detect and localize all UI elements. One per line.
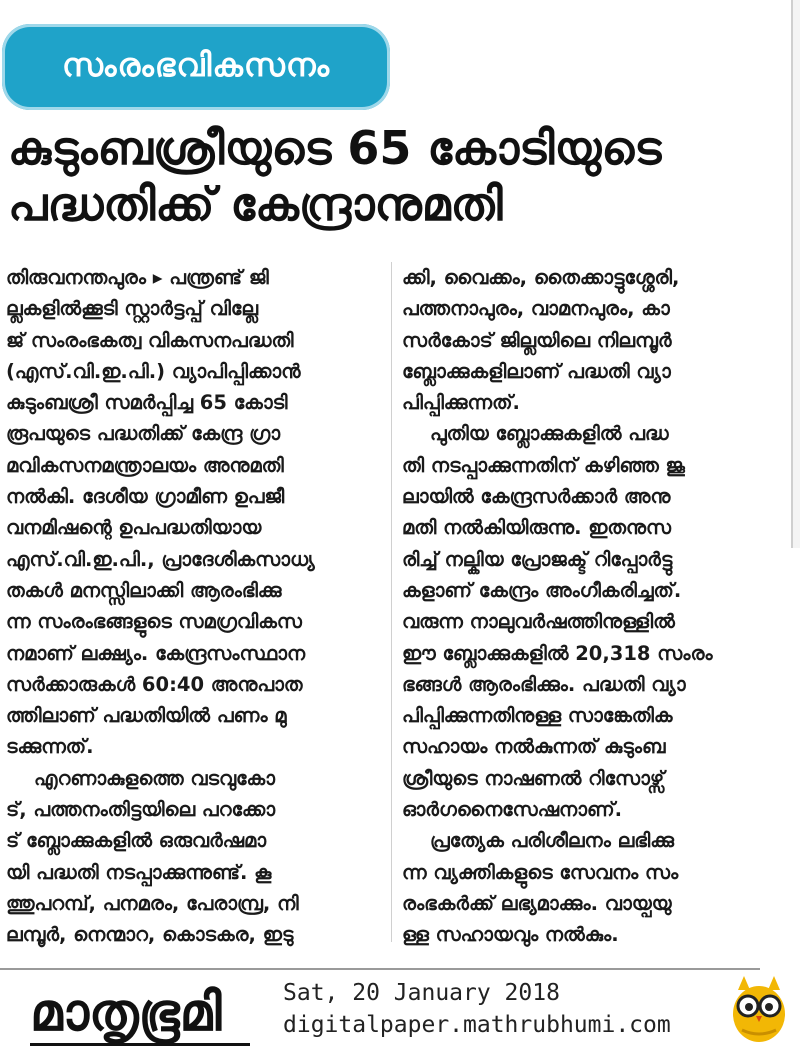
article-line: രൂപയുടെ പദ്ധതിക്ക് കേന്ദ്ര ഗ്രാ <box>6 422 281 446</box>
article-line: (എസ്.വി.ഇ.പി.) വ്യാപിപ്പിക്കാൻ <box>6 359 301 383</box>
article-line: യി പദ്ധതി നടപ്പാക്കുന്നുണ്ട്. കൂ <box>6 860 272 884</box>
article-line: തകൾ മനസ്സിലാക്കി ആരംഭിക്കു <box>6 578 282 602</box>
article-line: ന്ന സംരംഭങ്ങളുടെ സമഗ്രവികസ <box>6 610 302 634</box>
article-line: രിച്ച് നല്കിയ പ്രോജക്ട് റിപ്പോർട്ടു <box>402 547 673 571</box>
article-line: വരുന്ന നാലുവർഷത്തിനുള്ളിൽ <box>402 610 675 634</box>
article-line: പിപ്പിക്കുന്നതിനുള്ള സാങ്കേതിക <box>402 704 673 728</box>
article-line: ഈ ബ്ലോക്കുകളിൽ 20,318 സംരം <box>402 641 713 665</box>
headline <box>8 120 708 232</box>
masthead-underline <box>30 1043 250 1046</box>
article-line: പിപ്പിക്കുന്നത്. <box>402 391 520 415</box>
article-first-line <box>6 262 384 293</box>
article-line: ട് ബ്ലോക്കുകളിൽ ഒരുവർഷമാ <box>6 829 267 853</box>
article-line: ജ് സംരംഭകത്വ വികസനപദ്ധതി <box>6 328 294 352</box>
article-line: ടക്കുന്നത്. <box>6 735 94 759</box>
article-line: സർക്കാരുകൾ 60:40 അനുപാത <box>6 672 303 696</box>
article-line: പുതിയ ബ്ലോക്കുകളിൽ പദ്ധ <box>430 422 669 446</box>
article-line: എസ്.വി.ഇ.പി., പ്രാദേശികസാധ്യ <box>6 547 315 571</box>
article-line: മതി നൽകിയിരുന്നു. ഇതനുസ <box>402 516 672 540</box>
article-line: രംഭകർക്ക് ലഭ്യമാക്കും. വായ്പയു <box>402 891 672 915</box>
article-line: കളാണ് കേന്ദ്രം അംഗീകരിച്ചത്. <box>402 578 682 602</box>
article-line: ലമ്പൂർ, നെന്മാറ, കൊടകര, ഇടു <box>6 923 294 947</box>
article-line: ല്ലകളിൽക്കൂടി സ്റ്റാർട്ടപ്പ് വില്ലേ <box>6 297 259 321</box>
dateline: തിരുവനന്തപുരം ▸ <box>6 266 163 289</box>
article-line: വനമിഷന്റെ ഉപപദ്ധതിയായ <box>6 516 262 540</box>
kicker-label: സംരംഭവികസനം <box>61 46 331 84</box>
owl-mascot-icon <box>728 974 790 1044</box>
article-line: എറണാകുളത്തെ വടവുകോ <box>34 766 275 790</box>
article-line: മവികസനമന്ത്രാലയം അനുമതി <box>6 453 284 477</box>
article-line: ട്, പത്തനംതിട്ടയിലെ പറക്കോ <box>6 798 276 822</box>
article-line: ള്ള സഹായവും നൽകും. <box>402 923 619 947</box>
headline-line: പദ്ധതിക്ക് കേന്ദ്രാനുമതി <box>8 177 503 231</box>
publication-date: Sat, 20 January 2018 <box>283 980 560 1006</box>
column-divider <box>391 262 392 942</box>
publication-url[interactable]: digitalpaper.mathrubhumi.com <box>283 1012 671 1038</box>
article-column-right <box>402 262 790 951</box>
section-kicker <box>2 24 390 110</box>
article-line: നൽകി. ദേശീയ ഗ്രാമീണ ഉപജീ <box>6 485 285 509</box>
footer-divider <box>0 968 760 970</box>
article-line: ത്തിലാണ് പദ്ധതിയിൽ പണം മു <box>6 704 287 728</box>
headline-line: കുടുംബശ്രീയുടെ 65 കോടിയുടെ <box>8 121 662 175</box>
article-line: ഓർഗനൈസേഷനാണ്. <box>402 798 622 822</box>
article-line: ത്തുപറമ്പ്, പനമരം, പേരാമ്പ്ര, നി <box>6 891 299 915</box>
article-line: പത്തനാപുരം, വാമനപുരം, കാ <box>402 297 670 321</box>
article-line: സർകോട് ജില്ലയിലെ നിലമ്പൂർ <box>402 328 672 352</box>
article-line: ലായിൽ കേന്ദ്രസർക്കാർ അനു <box>402 485 671 509</box>
article-line: പ്രത്യേക പരിശീലനം ലഭിക്കു <box>430 829 674 853</box>
article-line: സഹായം നൽകുന്നത് കുടുംബ <box>402 735 666 759</box>
article-line: നമാണ് ലക്ഷ്യം. കേന്ദ്രസംസ്ഥാന <box>6 641 306 665</box>
article-line: തി നടപ്പാക്കുന്നതിന് കഴിഞ്ഞ ജൂ <box>402 453 685 477</box>
article-column-left <box>6 262 384 951</box>
masthead-logo: മാതൃഭൂമി <box>30 982 222 1043</box>
page-edge-strip <box>791 0 800 548</box>
article-line: ക്കി, വൈക്കം, തൈക്കാട്ടുശ്ശേരി, <box>402 266 680 289</box>
article-line: ബ്ലോക്കുകളിലാണ് പദ്ധതി വ്യാ <box>402 359 671 383</box>
article-line: ന്ന വ്യക്തികളുടെ സേവനം സം <box>402 860 679 884</box>
first-line-text: പന്ത്രണ്ട് ജി <box>162 266 269 289</box>
article-line: ഭങ്ങൾ ആരംഭിക്കും. പദ്ധതി വ്യാ <box>402 672 686 696</box>
article-line: ശ്രീയുടെ നാഷണൽ റിസോഴ്സ് <box>402 766 665 790</box>
article-line: കുടുംബശ്രീ സമർപ്പിച്ച 65 കോടി <box>6 391 288 415</box>
